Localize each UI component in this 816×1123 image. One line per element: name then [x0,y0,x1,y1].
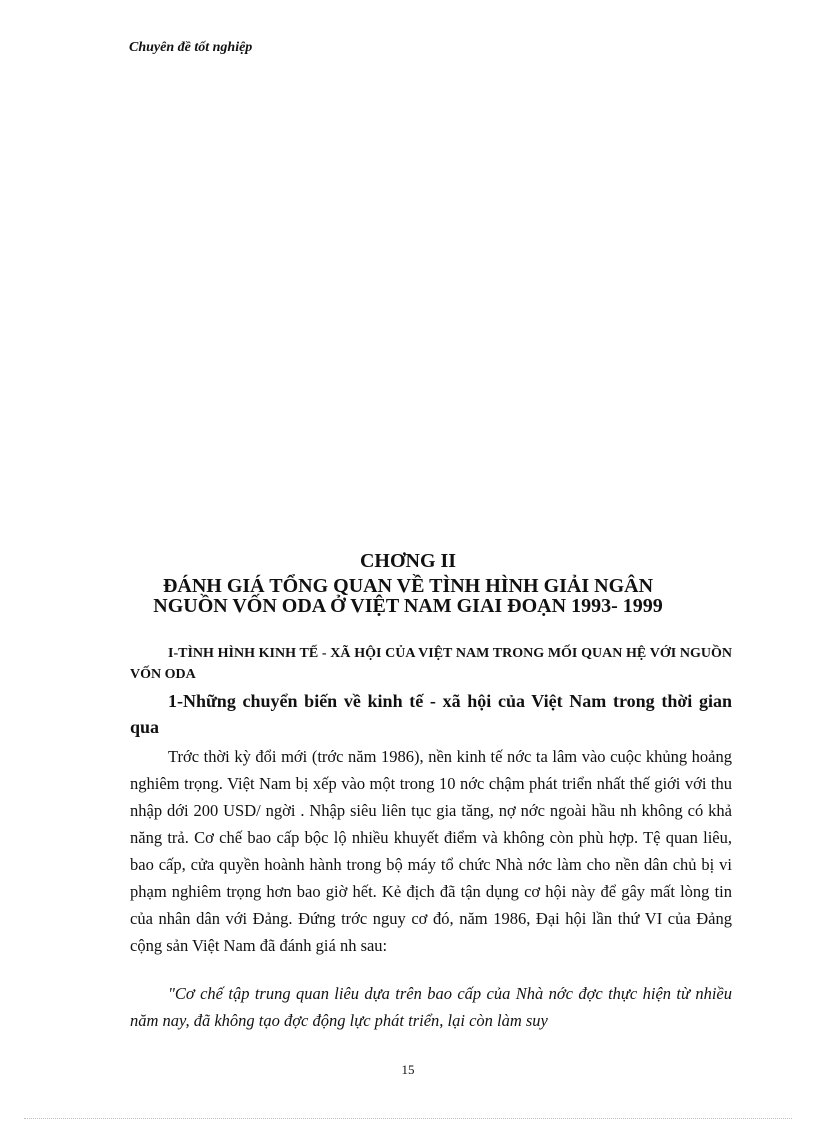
body-paragraph: Trớc thời kỳ đổi mới (trớc năm 1986), nền kinh tế nớc ta lâm vào cuộc khủng hoảng nghiêm trọng. Việt Nam bị xếp vào một trong 10 nớc chậm phát triển nhất thế giới với thu nhập dới 200 USD/ ngời . Nhập siêu liên tục gia tăng, nợ nớc ngoài hầu nh không có khả năng trả. Cơ chế bao cấp bộc lộ nhiều khuyết điểm và không còn phù hợp. Tệ quan liêu, bao cấp, cửa quyền hoành hành trong bộ máy tổ chức Nhà nớc làm cho nền dân chủ bị vi phạm nghiêm trọng hơn bao giờ hết. Kẻ địch đã tận dụng cơ hội này để gây mất lòng tin của nhân dân với Đảng. Đứng trớc nguy cơ đó, năm 1986, Đại hội lần thứ VI của Đảng cộng sản Việt Nam đã đánh giá nh sau: [130,747,732,955]
chapter-label: CHƠNG II [359,550,457,572]
page-number: 15 [401,1062,415,1077]
section-heading: I-TÌNH HÌNH KINH TẾ - XÃ HỘI CỦA VIỆT NAM TRONG MỐI QUAN HỆ VỚI NGUỒN VỐN ODA [130,646,732,682]
sub-heading: 1-Những chuyển biến về kinh tế - xã hội của Việt Nam trong thời gian qua [130,691,732,737]
chapter-title [0,576,816,616]
running-header: Chuyên đề tốt nghiệp [129,40,253,55]
page-bottom-border [24,1118,792,1119]
chapter-title-line-2: NGUỒN VỐN ODA Ở VIỆT NAM GIAI ĐOẠN 1993- 1999 [153,595,663,617]
chapter-title-line-1: ĐÁNH GIÁ TỔNG QUAN VỀ TÌNH HÌNH GIẢI NGÂN [162,575,654,597]
quote-paragraph: "Cơ chế tập trung quan liêu dựa trên bao cấp của Nhà nớc đợc thực hiện từ nhiều năm nay, đã không tạo đợc động lực phát triển, lại còn làm suy [130,984,732,1030]
